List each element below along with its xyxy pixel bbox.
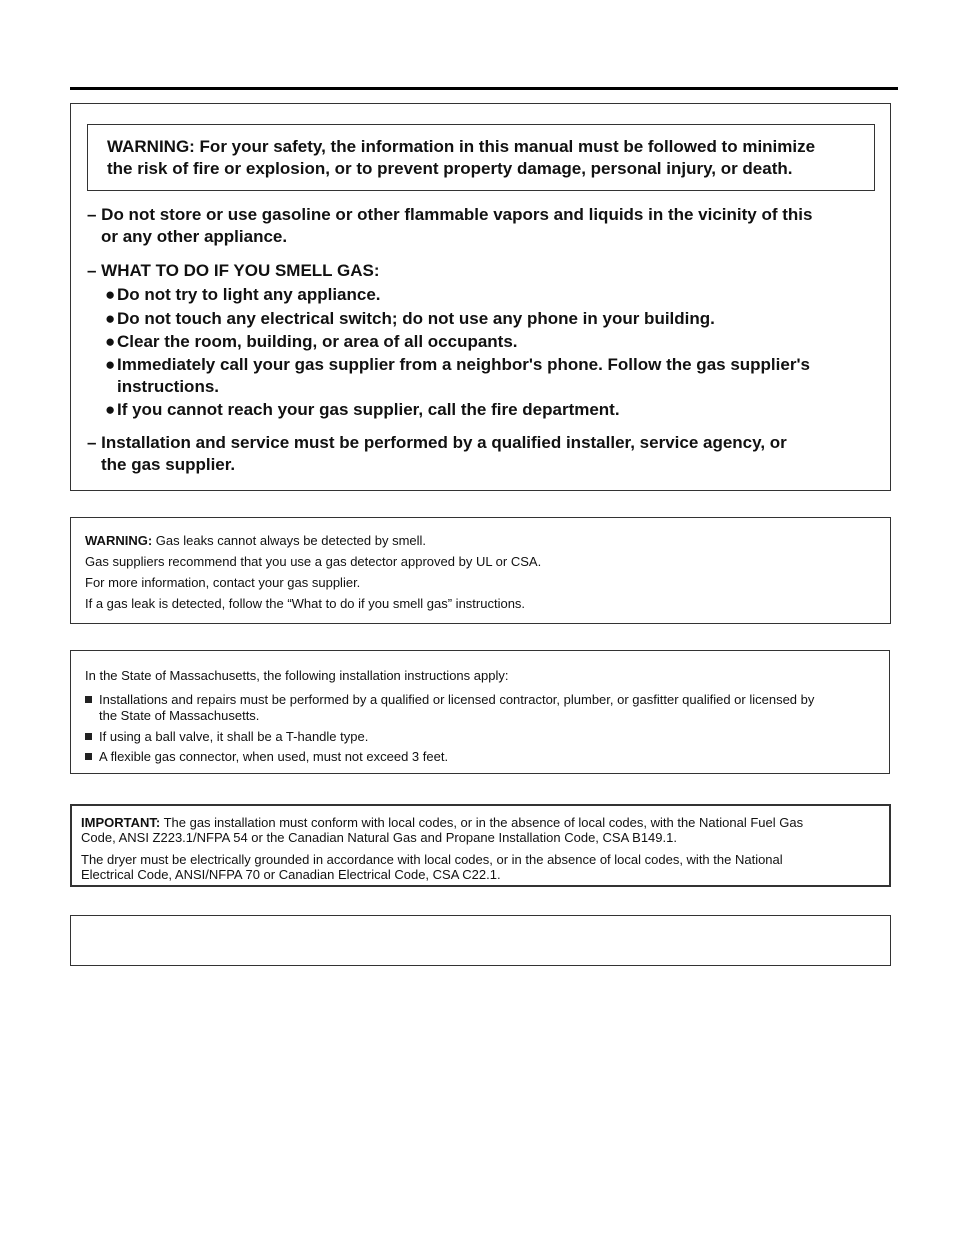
code-notice-box [70,804,891,887]
safety-warning-box [70,103,891,491]
important-label: IMPORTANT: [81,815,161,830]
list-item-text: If using a ball valve, it shall be a T-handle type. [99,729,369,744]
warning-headline-line2: the risk of fire or explosion, or to prevent property damage, personal injury, or death. [107,159,793,178]
gas-leak-line3: For more information, contact your gas supplier. [85,575,361,590]
square-bullet-icon [85,696,92,703]
square-bullet-icon [85,733,92,740]
warning-headline-line1: WARNING: For your safety, the information in this manual must be followed to minimize [107,137,816,156]
install-line1: – Installation and service must be performed by a qualified installer, service agency, or [87,433,787,452]
bullet-text: Immediately call your gas supplier from a neighbor's phone. Follow the gas supplier's [117,355,810,374]
bullet-text: Do not touch any electrical switch; do not use any phone in your building. [117,309,715,328]
bullet-item [105,308,715,330]
bullet-dot-icon: ● [105,285,116,304]
storage-line2: or any other appliance. [101,227,288,246]
list-item-text: Installations and repairs must be performed by a qualified or licensed contractor, plumber, or gasfitter qualified or licensed by [99,692,815,707]
bullet-item [105,284,381,306]
bullet-item [105,399,620,421]
bullet-dot-icon: ● [105,400,116,419]
gas-leak-line1 [85,533,426,549]
bullet-text: Clear the room, building, or area of all occupants. [117,332,518,351]
gas-leak-notice-box [70,517,891,624]
list-item-text: A flexible gas connector, when used, must not exceed 3 feet. [99,749,449,764]
list-item [85,749,448,765]
code-para2-line1: The dryer must be electrically grounded in accordance with local codes, or in the absence of local codes, with the National [81,852,783,867]
bullet-dot-icon: ● [105,309,116,328]
warning-label: WARNING: [85,533,153,548]
bullet-item [105,354,810,398]
massachusetts-intro: In the State of Massachusetts, the following installation instructions apply: [85,668,509,683]
gas-leak-text: Gas leaks cannot always be detected by smell. [152,533,427,548]
code-para2 [81,852,783,882]
bullet-dot-icon: ● [105,355,116,374]
list-item-text-cont: the State of Massachusetts. [99,708,260,723]
bullet-dot-icon: ● [105,332,116,351]
smell-gas-heading: – WHAT TO DO IF YOU SMELL GAS: [87,261,380,280]
warning-headline-box [87,124,875,191]
square-bullet-icon [85,753,92,760]
installation-warning [87,432,787,476]
bullet-text: If you cannot reach your gas supplier, call the fire department. [117,400,620,419]
gas-leak-line2: Gas suppliers recommend that you use a gas detector approved by UL or CSA. [85,554,542,569]
code-para1-line2: Code, ANSI Z223.1/NFPA 54 or the Canadian Natural Gas and Propane Installation Code, CSA B149.1. [81,830,677,845]
code-para1-line1: The gas installation must conform with local codes, or in the absence of local codes, with the National Fuel Gas [160,815,804,830]
list-item [85,729,368,745]
storage-line1: – Do not store or use gasoline or other flammable vapors and liquids in the vicinity of this [87,205,813,224]
storage-warning [87,204,812,248]
install-line2: the gas supplier. [101,455,236,474]
code-para1 [81,815,803,845]
massachusetts-notice-box [70,650,890,774]
code-para2-line2: Electrical Code, ANSI/NFPA 70 or Canadian Electrical Code, CSA C22.1. [81,867,501,882]
gas-leak-line4: If a gas leak is detected, follow the “What to do if you smell gas” instructions. [85,596,526,611]
bullet-item [105,331,518,353]
bullet-text: Do not try to light any appliance. [117,285,381,304]
top-rule [70,87,898,90]
list-item [85,692,814,724]
bullet-text-cont: instructions. [117,377,220,396]
empty-box [70,915,891,966]
